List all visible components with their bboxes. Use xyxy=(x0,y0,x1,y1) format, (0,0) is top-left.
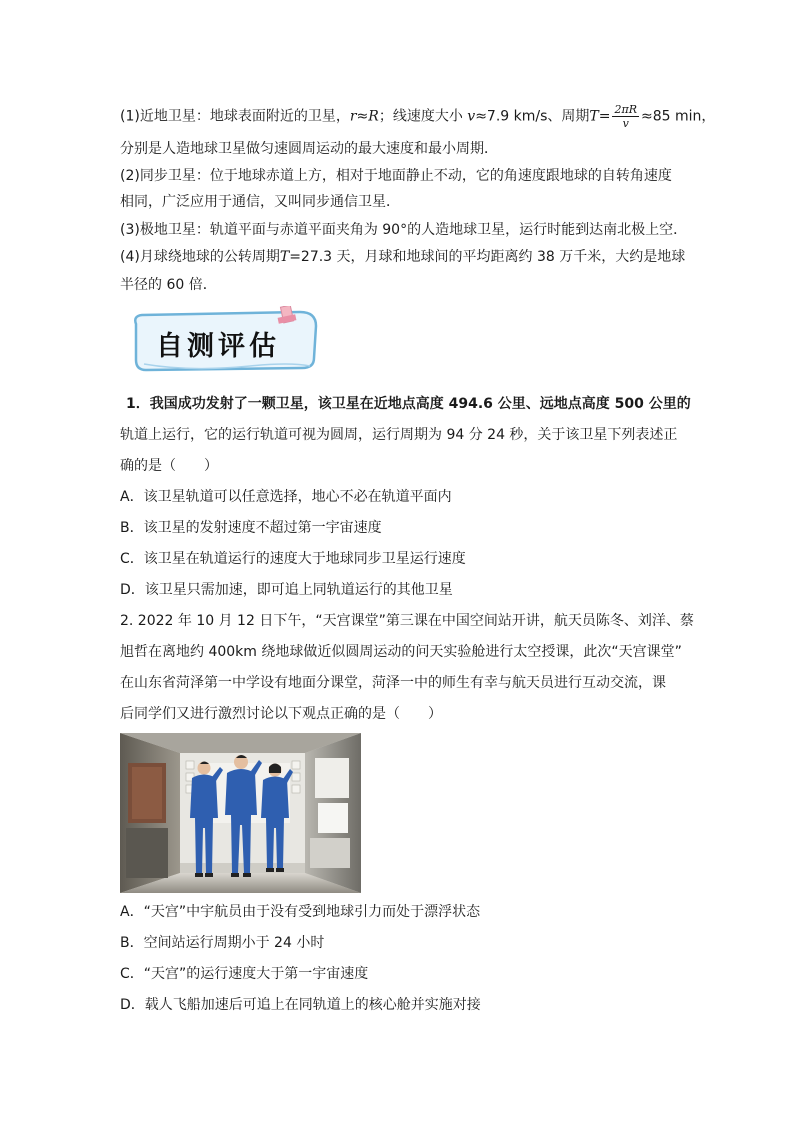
q2-option-b: B．空间站运行周期小于 24 小时 xyxy=(120,935,325,951)
knowledge-p4-line1: (4)月球绕地球的公转周期T=27.3 天，月球和地球间的平均距离约 38 万千米，大约是地球 xyxy=(120,249,686,265)
q2-stem-line2: 旭哲在离地约 400km 绕地球做近似圆周运动的问天实验舱进行太空授课，此次“天宫课堂” xyxy=(120,644,682,660)
q2-stem-line3: 在山东省菏泽第一中学设有地面分课堂，菏泽一中的师生有幸与航天员进行互动交流，课 xyxy=(120,675,666,691)
q2-stem-line1: 2. 2022 年 10 月 12 日下午，“天宫课堂”第三课在中国空间站开讲，航天员陈冬、刘洋、蔡 xyxy=(120,613,694,629)
q1-stem-line1: 1．我国成功发射了一颗卫星，该卫星在近地点高度 494.6 公里、远地点高度 500 公里的 xyxy=(126,396,691,412)
banner-title: 自测评估 xyxy=(156,331,280,362)
knowledge-p1-line2: 分别是人造地球卫星做匀速圆周运动的最大速度和最小周期． xyxy=(120,141,498,157)
q1-stem-line2: 轨道上运行，它的运行轨道可视为圆周，运行周期为 94 分 24 秒，关于该卫星下列表述正 xyxy=(120,427,678,443)
astronauts-illustration xyxy=(120,733,361,893)
var-R: R xyxy=(368,108,379,125)
knowledge-p1-line1: (1)近地卫星：地球表面附近的卫星，r≈R；线速度大小 v≈7.9 km/s、周期T= $\frac{2\pi R}{v}$ ≈85 min， xyxy=(120,103,716,130)
q1-option-c: C．该卫星在轨道运行的速度大于地球同步卫星运行速度 xyxy=(120,551,466,567)
knowledge-p2-line1: (2)同步卫星：位于地球赤道上方，相对于地面静止不动，它的角速度跟地球的自转角速度 xyxy=(120,168,672,184)
space-station-photo xyxy=(120,733,361,893)
q2-stem-line4: 后同学们又进行激烈讨论以下观点正确的是（ ） xyxy=(120,706,442,722)
self-assessment-banner xyxy=(130,306,320,374)
q2-option-a: A．“天宫”中宇航员由于没有受到地球引力而处于漂浮状态 xyxy=(120,904,481,920)
q1-stem-line3: 确的是（ ） xyxy=(120,458,218,474)
knowledge-p4-line2: 半径的 60 倍． xyxy=(120,277,217,293)
var-T: T xyxy=(589,108,599,125)
var-T: T xyxy=(279,249,290,265)
q1-option-d: D．该卫星只需加速，即可追上同轨道运行的其他卫星 xyxy=(120,582,453,598)
q2-option-c: C．“天宫”的运行速度大于第一宇宙速度 xyxy=(120,966,369,982)
var-v: v xyxy=(467,108,476,125)
knowledge-p2-line2: 相同，广泛应用于通信，又叫同步通信卫星． xyxy=(120,194,400,210)
knowledge-p3-line1: (3)极地卫星：轨道平面与赤道平面夹角为 90°的人造地球卫星，运行时能到达南北极上空． xyxy=(120,222,688,238)
q1-option-a: A．该卫星轨道可以任意选择，地心不必在轨道平面内 xyxy=(120,489,452,505)
q2-option-d: D．载人飞船加速后可追上在同轨道上的核心舱并实施对接 xyxy=(120,997,481,1013)
var-r: r xyxy=(349,108,357,125)
period-fraction: $\frac{2\pi R}{v}$ xyxy=(614,103,637,130)
q1-option-b: B．该卫星的发射速度不超过第一宇宙速度 xyxy=(120,520,382,536)
